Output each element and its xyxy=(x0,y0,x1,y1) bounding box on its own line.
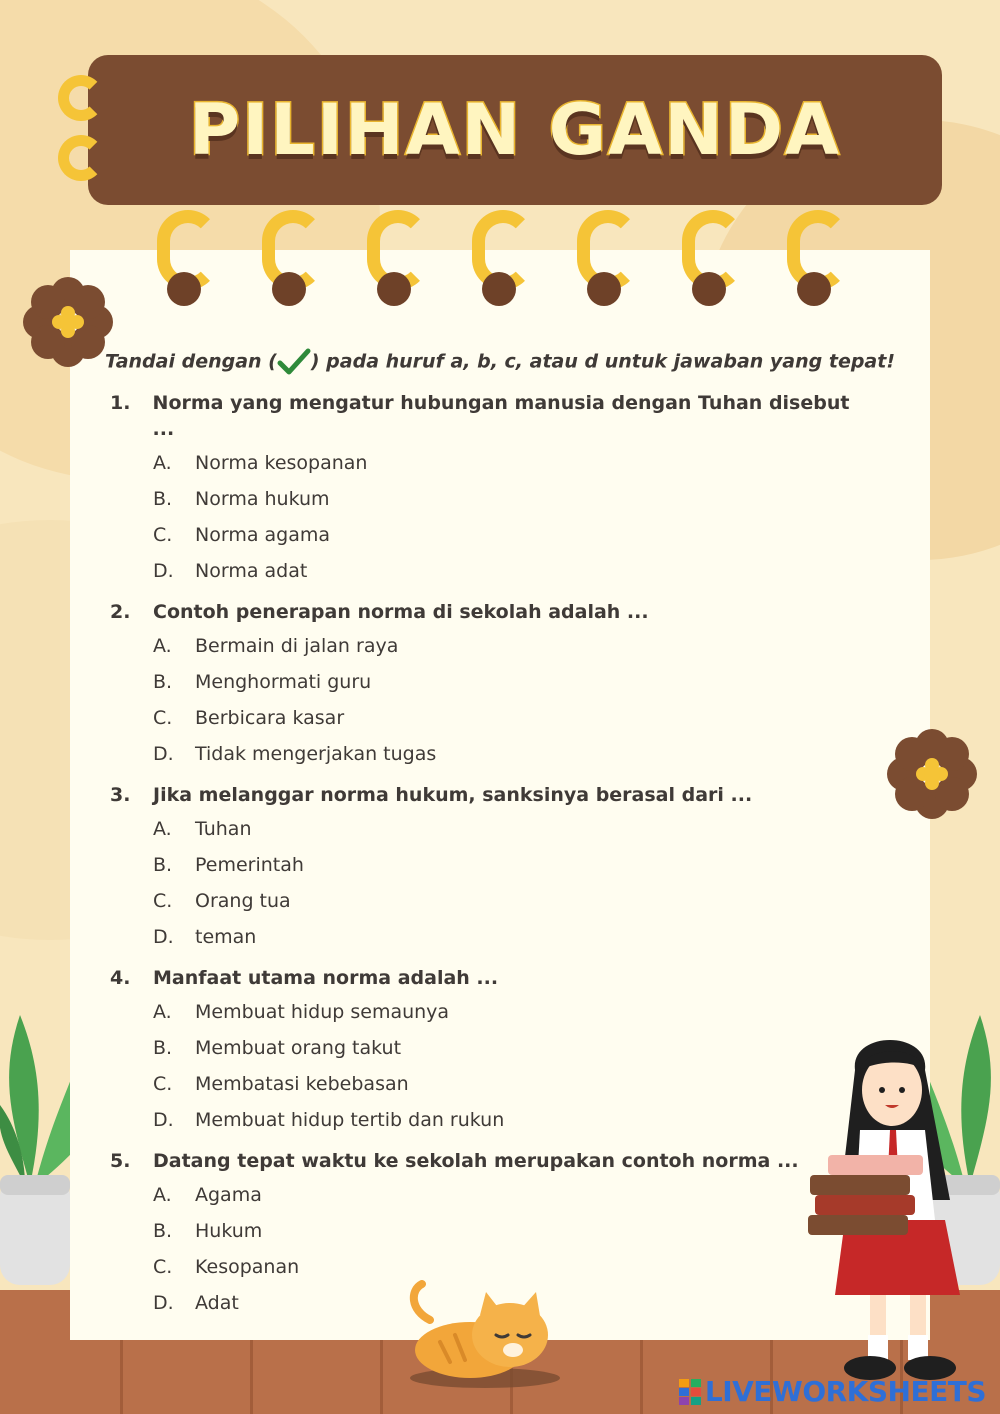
question-number: 2. xyxy=(110,601,131,623)
option-text: Norma agama xyxy=(195,524,331,546)
option-text: Bermain di jalan raya xyxy=(195,635,399,657)
question-number: 1. xyxy=(110,392,131,414)
option-letter: B. xyxy=(153,671,173,693)
option-text: Tidak mengerjakan tugas xyxy=(195,743,437,765)
question-4 xyxy=(110,965,870,1133)
option-text: Membuat orang takut xyxy=(195,1037,402,1059)
question-1 xyxy=(110,390,870,584)
option-text: Orang tua xyxy=(195,890,291,912)
answer-option[interactable] xyxy=(153,1182,870,1208)
question-text: Norma yang mengatur hubungan manusia dengan Tuhan disebut ... xyxy=(152,392,850,440)
option-letter: C. xyxy=(153,1073,173,1095)
option-text: Norma hukum xyxy=(195,488,330,510)
answer-option[interactable] xyxy=(153,924,870,950)
option-text: Membuat hidup tertib dan rukun xyxy=(195,1109,505,1131)
instruction-after: ) pada huruf a, b, c, atau d untuk jawaban yang tepat! xyxy=(310,350,895,373)
binder-ring-icon xyxy=(155,210,223,310)
option-letter: D. xyxy=(153,560,174,582)
option-letter: A. xyxy=(153,1184,172,1206)
question-number: 4. xyxy=(110,967,131,989)
binder-ring-icon xyxy=(260,210,328,310)
option-letter: C. xyxy=(153,1256,173,1278)
option-text: Norma adat xyxy=(195,560,308,582)
answer-option[interactable] xyxy=(153,669,870,695)
option-letter: B. xyxy=(153,854,173,876)
binder-ring-icon xyxy=(575,210,643,310)
question-number: 3. xyxy=(110,784,131,806)
option-letter: A. xyxy=(153,1001,172,1023)
instruction-before: Tandai dengan ( xyxy=(105,350,277,373)
plant-left-illustration xyxy=(0,995,80,1295)
cat-illustration xyxy=(400,1280,570,1390)
question-text: Datang tepat waktu ke sekolah merupakan contoh norma ... xyxy=(153,1150,799,1172)
option-text: Norma kesopanan xyxy=(195,452,368,474)
flower-icon xyxy=(886,728,978,820)
answer-option[interactable] xyxy=(153,741,870,767)
option-letter: B. xyxy=(153,488,173,510)
option-letter: B. xyxy=(153,1037,173,1059)
option-text: Tuhan xyxy=(195,818,252,840)
option-text: Hukum xyxy=(195,1220,263,1242)
answer-option[interactable] xyxy=(153,999,870,1025)
option-letter: C. xyxy=(153,524,173,546)
option-text: Berbicara kasar xyxy=(195,707,345,729)
option-letter: B. xyxy=(153,1220,173,1242)
option-letter: D. xyxy=(153,1292,174,1314)
option-letter: A. xyxy=(153,818,172,840)
answer-option[interactable] xyxy=(153,1071,870,1097)
option-text: Adat xyxy=(195,1292,239,1314)
answer-option[interactable] xyxy=(153,1107,870,1133)
option-text: teman xyxy=(195,926,257,948)
option-letter: D. xyxy=(153,1109,174,1131)
answer-option[interactable] xyxy=(153,852,870,878)
option-letter: D. xyxy=(153,743,174,765)
option-text: Agama xyxy=(195,1184,262,1206)
question-text: Contoh penerapan norma di sekolah adalah ... xyxy=(153,601,649,623)
answer-option[interactable] xyxy=(153,816,870,842)
question-text: Manfaat utama norma adalah ... xyxy=(153,967,499,989)
answer-option[interactable] xyxy=(153,558,870,584)
instruction-text xyxy=(0,348,1000,376)
question-text: Jika melanggar norma hukum, sanksinya berasal dari ... xyxy=(153,784,753,806)
binder-ring-icon xyxy=(365,210,433,310)
liveworksheets-logo-icon xyxy=(679,1379,701,1405)
binder-ring-icon xyxy=(680,210,748,310)
answer-option[interactable] xyxy=(153,633,870,659)
answer-option[interactable] xyxy=(153,1218,870,1244)
option-text: Kesopanan xyxy=(195,1256,300,1278)
option-letter: A. xyxy=(153,635,172,657)
option-text: Pemerintah xyxy=(195,854,304,876)
binder-ring-icon xyxy=(785,210,853,310)
answer-option[interactable] xyxy=(153,1254,870,1280)
question-number: 5. xyxy=(110,1150,131,1172)
question-2 xyxy=(110,599,870,767)
option-letter: C. xyxy=(153,707,173,729)
option-text: Membatasi kebebasan xyxy=(195,1073,409,1095)
question-3 xyxy=(110,782,870,950)
liveworksheets-logo xyxy=(679,1375,986,1408)
answer-option[interactable] xyxy=(153,1035,870,1061)
answer-option[interactable] xyxy=(153,888,870,914)
option-text: Membuat hidup semaunya xyxy=(195,1001,450,1023)
answer-option[interactable] xyxy=(153,522,870,548)
answer-option[interactable] xyxy=(153,486,870,512)
brand-text: LIVEWORKSHEETS xyxy=(704,1375,986,1408)
checkmark-icon xyxy=(277,348,311,376)
binder-ring-icon xyxy=(470,210,538,310)
option-letter: D. xyxy=(153,926,174,948)
answer-option[interactable] xyxy=(153,705,870,731)
option-text: Menghormati guru xyxy=(195,671,372,693)
student-girl-illustration xyxy=(800,1030,980,1390)
option-letter: A. xyxy=(153,452,172,474)
page-title: PILIHAN GANDA xyxy=(188,89,842,171)
option-letter: C. xyxy=(153,890,173,912)
question-list xyxy=(110,390,870,1331)
answer-option[interactable] xyxy=(153,450,870,476)
